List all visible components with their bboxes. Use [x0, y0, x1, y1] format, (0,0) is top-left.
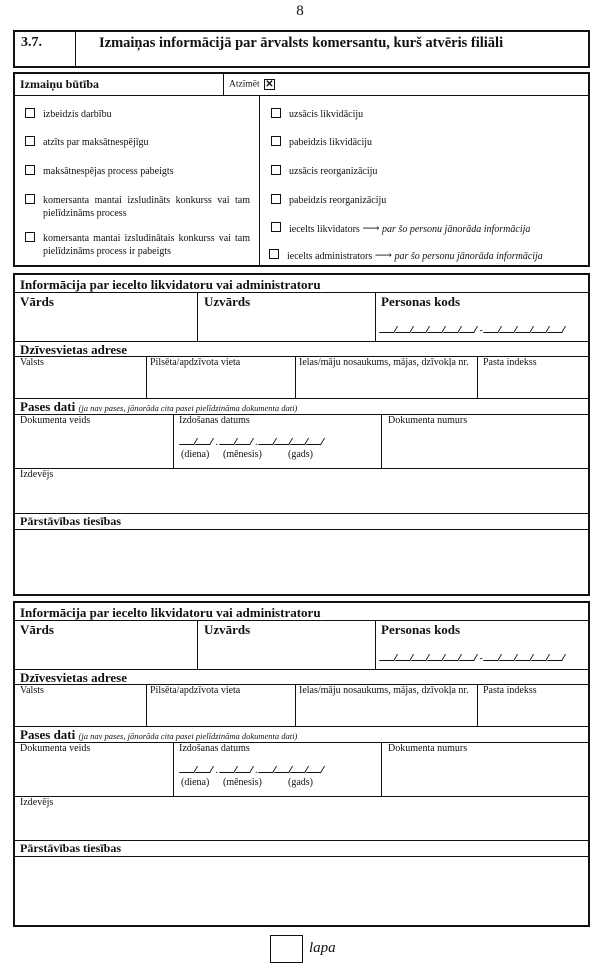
passport-note: (ja nav pases, jānorāda cita pasei pielīdzināma dokumenta dati) — [78, 731, 298, 741]
doc-type-field[interactable] — [15, 742, 173, 796]
checkbox[interactable] — [271, 136, 281, 146]
header-divider — [75, 32, 76, 66]
country-field[interactable] — [15, 356, 146, 398]
option-bankruptcy-announced[interactable]: komersanta mantai izsludināts konkurss vai tam pielīdzināms process — [25, 194, 250, 220]
divider — [375, 292, 376, 341]
option-declared-insolvent[interactable]: atzīts par maksātnespējīgu — [25, 136, 250, 149]
surname-field[interactable] — [198, 292, 375, 341]
arrow-right-icon: ⟶ — [374, 248, 392, 262]
surname-label: Uzvārds — [204, 622, 251, 637]
year-label: (gads) — [288, 777, 313, 788]
checkbox[interactable] — [25, 165, 35, 175]
section-title: Izmaiņas informācijā par ārvalsts komersantu, kurš atvēris filiāli — [99, 35, 504, 51]
doc-number-label: Dokumenta numurs — [388, 743, 468, 754]
doc-type-label: Dokumenta veids — [20, 743, 91, 754]
option-liquidation-started[interactable]: uzsācis likvidāciju — [271, 108, 589, 121]
option-liquidator-appointed[interactable]: iecelts likvidators ⟶ par šo personu jānorāda informācija — [271, 222, 589, 236]
page-number: 8 — [296, 3, 304, 19]
changes-header-divider — [223, 74, 224, 95]
option-ceased-activity[interactable]: izbeidzis darbību — [25, 108, 250, 121]
day-label: (diena) — [181, 777, 210, 788]
page-count-field[interactable] — [270, 935, 303, 963]
option-bankruptcy-completed[interactable]: komersanta mantai izsludinātais konkurss vai tam pielīdzināms process ir pabeigts — [25, 232, 250, 258]
person-block-2 — [13, 601, 590, 927]
issuer-field[interactable] — [15, 468, 588, 513]
doc-type-label: Dokumenta veids — [20, 415, 91, 426]
person-block-1 — [13, 273, 590, 596]
option-insolvency-completed[interactable]: maksātnespējas process pabeigts — [25, 165, 250, 178]
personal-code-field[interactable]: - — [381, 325, 565, 336]
city-field[interactable] — [147, 356, 295, 398]
issuer-field[interactable] — [15, 796, 588, 840]
option-note: par šo personu jānorāda informācija — [382, 224, 531, 235]
name-field[interactable] — [15, 292, 197, 341]
checkbox[interactable] — [271, 194, 281, 204]
postal-label: Pasta indekss — [483, 357, 537, 368]
checkbox[interactable] — [25, 232, 35, 242]
divider — [173, 414, 174, 468]
day-label: (diena) — [181, 449, 210, 460]
passport-title: Pases dati — [20, 399, 76, 414]
passport-note: (ja nav pases, jānorāda cita pasei pielīdzināma dokumenta dati) — [78, 403, 298, 413]
month-label: (mēnesis) — [223, 449, 262, 460]
rights-field[interactable] — [15, 857, 588, 925]
divider — [173, 742, 174, 796]
issuer-label: Izdevējs — [20, 469, 54, 480]
issue-date-label: Izdošanas datums — [179, 743, 250, 754]
checkbox[interactable] — [25, 108, 35, 118]
option-reorganization-started[interactable]: uzsācis reorganizāciju — [271, 165, 589, 178]
passport-title: Pases dati — [20, 727, 76, 742]
doc-number-label: Dokumenta numurs — [388, 415, 468, 426]
issue-date-label: Izdošanas datums — [179, 415, 250, 426]
doc-number-field[interactable] — [382, 742, 588, 796]
person-block-title: Informācija par iecelto likvidatoru vai administratoru — [20, 277, 321, 292]
name-label: Vārds — [20, 294, 54, 309]
checkbox[interactable] — [25, 136, 35, 146]
rights-title: Pārstāvības tiesības — [20, 841, 122, 855]
residence-title: Dzīvesvietas adrese — [20, 670, 127, 685]
city-label: Pilsēta/apdzīvota vieta — [150, 357, 241, 368]
section-header — [13, 30, 590, 68]
checkbox[interactable] — [269, 249, 279, 259]
issue-date-field[interactable]: . . — [181, 437, 324, 448]
issue-date-field[interactable]: . . — [181, 765, 324, 776]
month-label: (mēnesis) — [223, 777, 262, 788]
mark-legend — [229, 79, 275, 90]
option-reorganization-completed[interactable]: pabeidzis reorganizāciju — [271, 194, 589, 207]
country-label: Valsts — [20, 357, 44, 368]
option-note: par šo personu jānorāda informācija — [394, 251, 543, 262]
checkbox[interactable] — [271, 165, 281, 175]
street-field[interactable] — [296, 356, 477, 398]
passport-header — [20, 399, 297, 415]
mark-label: Atzīmēt — [229, 79, 260, 90]
year-label: (gads) — [288, 449, 313, 460]
personal-code-label: Personas kods — [381, 294, 461, 309]
section-number: 3.7. — [21, 35, 42, 50]
checkbox[interactable] — [25, 194, 35, 204]
name-field[interactable] — [15, 620, 197, 669]
changes-column-divider — [259, 96, 260, 265]
checkbox[interactable] — [271, 108, 281, 118]
option-administrator-appointed[interactable]: iecelts administrators ⟶ par šo personu jānorāda informācija — [269, 249, 589, 263]
option-liquidation-completed[interactable]: pabeidzis likvidāciju — [271, 136, 589, 149]
checked-box-example-icon: ✕ — [265, 79, 274, 90]
postal-label: Pasta indekss — [483, 685, 537, 696]
changes-title: Izmaiņu būtība — [20, 77, 100, 91]
person-block-title: Informācija par iecelto likvidatoru vai administratoru — [20, 605, 321, 620]
rights-title: Pārstāvības tiesības — [20, 514, 122, 528]
residence-title: Dzīvesvietas adrese — [20, 342, 127, 357]
doc-number-field[interactable] — [382, 414, 588, 468]
country-label: Valsts — [20, 685, 44, 696]
doc-type-field[interactable] — [15, 414, 173, 468]
postal-field[interactable] — [478, 356, 588, 398]
changes-header-row — [15, 74, 588, 96]
personal-code-label: Personas kods — [381, 622, 461, 637]
arrow-right-icon: ⟶ — [362, 221, 380, 235]
page-label: lapa — [309, 940, 336, 956]
checkbox[interactable] — [271, 222, 281, 232]
surname-label: Uzvārds — [204, 294, 251, 309]
street-field[interactable] — [296, 684, 477, 726]
surname-field[interactable] — [198, 620, 375, 669]
postal-field[interactable] — [478, 684, 588, 726]
issuer-label: Izdevējs — [20, 797, 54, 808]
name-label: Vārds — [20, 622, 54, 637]
passport-header — [20, 727, 297, 743]
city-field[interactable] — [147, 684, 295, 726]
street-label: Ielas/māju nosaukums, mājas, dzīvokļa nr. — [299, 357, 469, 368]
changes-box — [13, 72, 590, 267]
country-field[interactable] — [15, 684, 146, 726]
personal-code-field[interactable]: - — [381, 653, 565, 664]
city-label: Pilsēta/apdzīvota vieta — [150, 685, 241, 696]
street-label: Ielas/māju nosaukums, mājas, dzīvokļa nr. — [299, 685, 469, 696]
divider — [375, 620, 376, 669]
rights-field[interactable] — [15, 530, 588, 594]
